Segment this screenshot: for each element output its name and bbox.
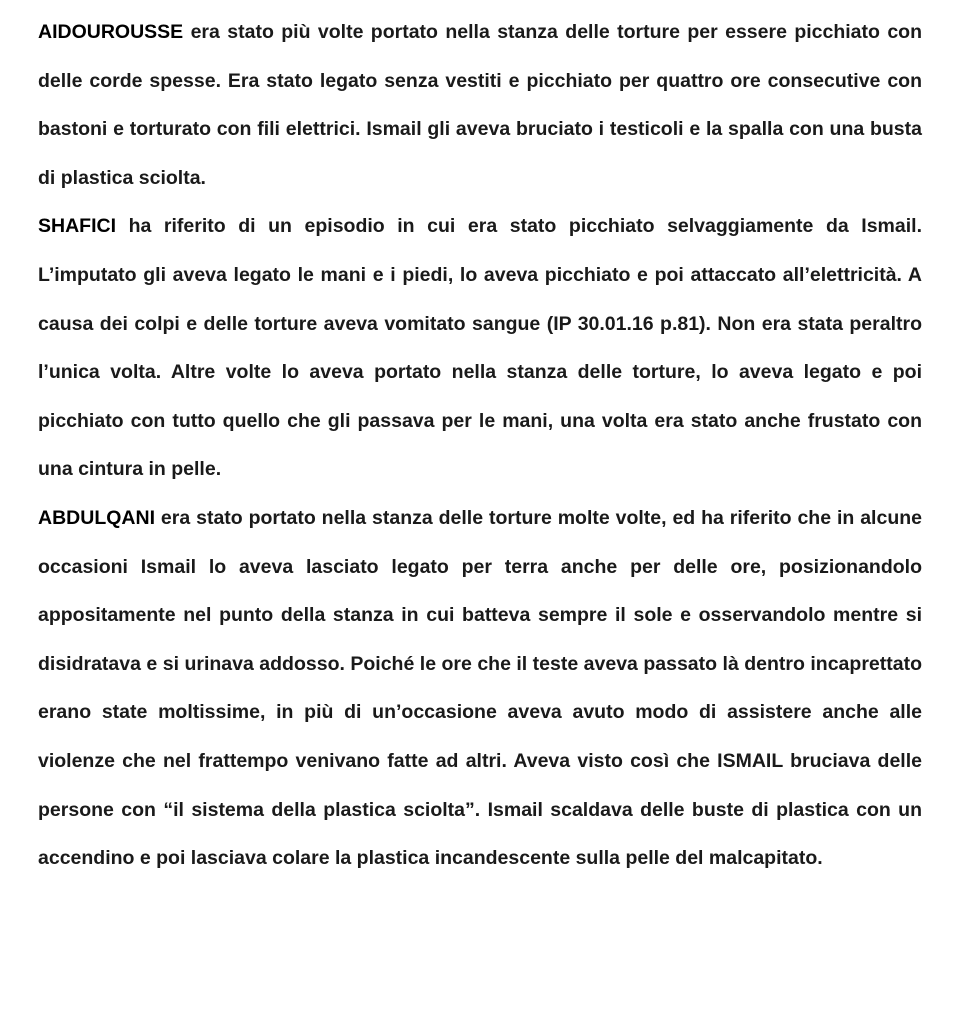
paragraph-text: era stato portato nella stanza delle torture molte volte, ed ha riferito che in alcune occasioni Ismail lo aveva lasciato legato per terra anche per delle ore, posizionandolo appositamente nel punto della stanza in cui batteva sempre il sole e osservandolo mentre si disidratava e si urinava addosso. Poiché le ore che il teste aveva passato là dentro incaprettato erano state moltissime, in più di un’occasione aveva avuto modo di assistere anche alle violenze che nel frattempo venivano fatte ad altri. Aveva visto così che ISMAIL bruciava delle persone con “il sistema della plastica sciolta”. Ismail scaldava delle buste di plastica con un accendino e poi lasciava colare la plastica incandescente sulla pelle del malcapitato. xyxy=(38,506,922,870)
witness-name-abdulqani: ABDULQANI xyxy=(38,506,155,529)
document-page xyxy=(38,8,922,883)
paragraph-abdulqani xyxy=(38,494,922,883)
paragraph-aidourousse xyxy=(38,8,922,202)
witness-name-shafici: SHAFICI xyxy=(38,215,116,238)
witness-name-aidourousse: AIDOUROUSSE xyxy=(38,21,184,43)
paragraph-shafici xyxy=(38,202,922,494)
paragraph-text: era stato più volte portato nella stanza delle torture per essere picchiato con delle corde spesse. Era stato legato senza vestiti e picchiato per quattro ore consecutive con bastoni e torturato con fili elettrici. Ismail gli aveva bruciato i testicoli e la spalla con una busta di plastica sciolta. xyxy=(38,21,922,189)
paragraph-text: ha riferito di un episodio in cui era stato picchiato selvaggiamente da Ismail. L’imputato gli aveva legato le mani e i piedi, lo aveva picchiato e poi attaccato all’elettricità. A causa dei colpi e delle torture aveva vomitato sangue (IP 30.01.16 p.81). Non era stata peraltro l’unica volta. Altre volte lo aveva portato nella stanza delle torture, lo aveva legato e poi picchiato con tutto quello che gli passava per le mani, una volta era stato anche frustato con una cintura in pelle. xyxy=(38,215,922,481)
